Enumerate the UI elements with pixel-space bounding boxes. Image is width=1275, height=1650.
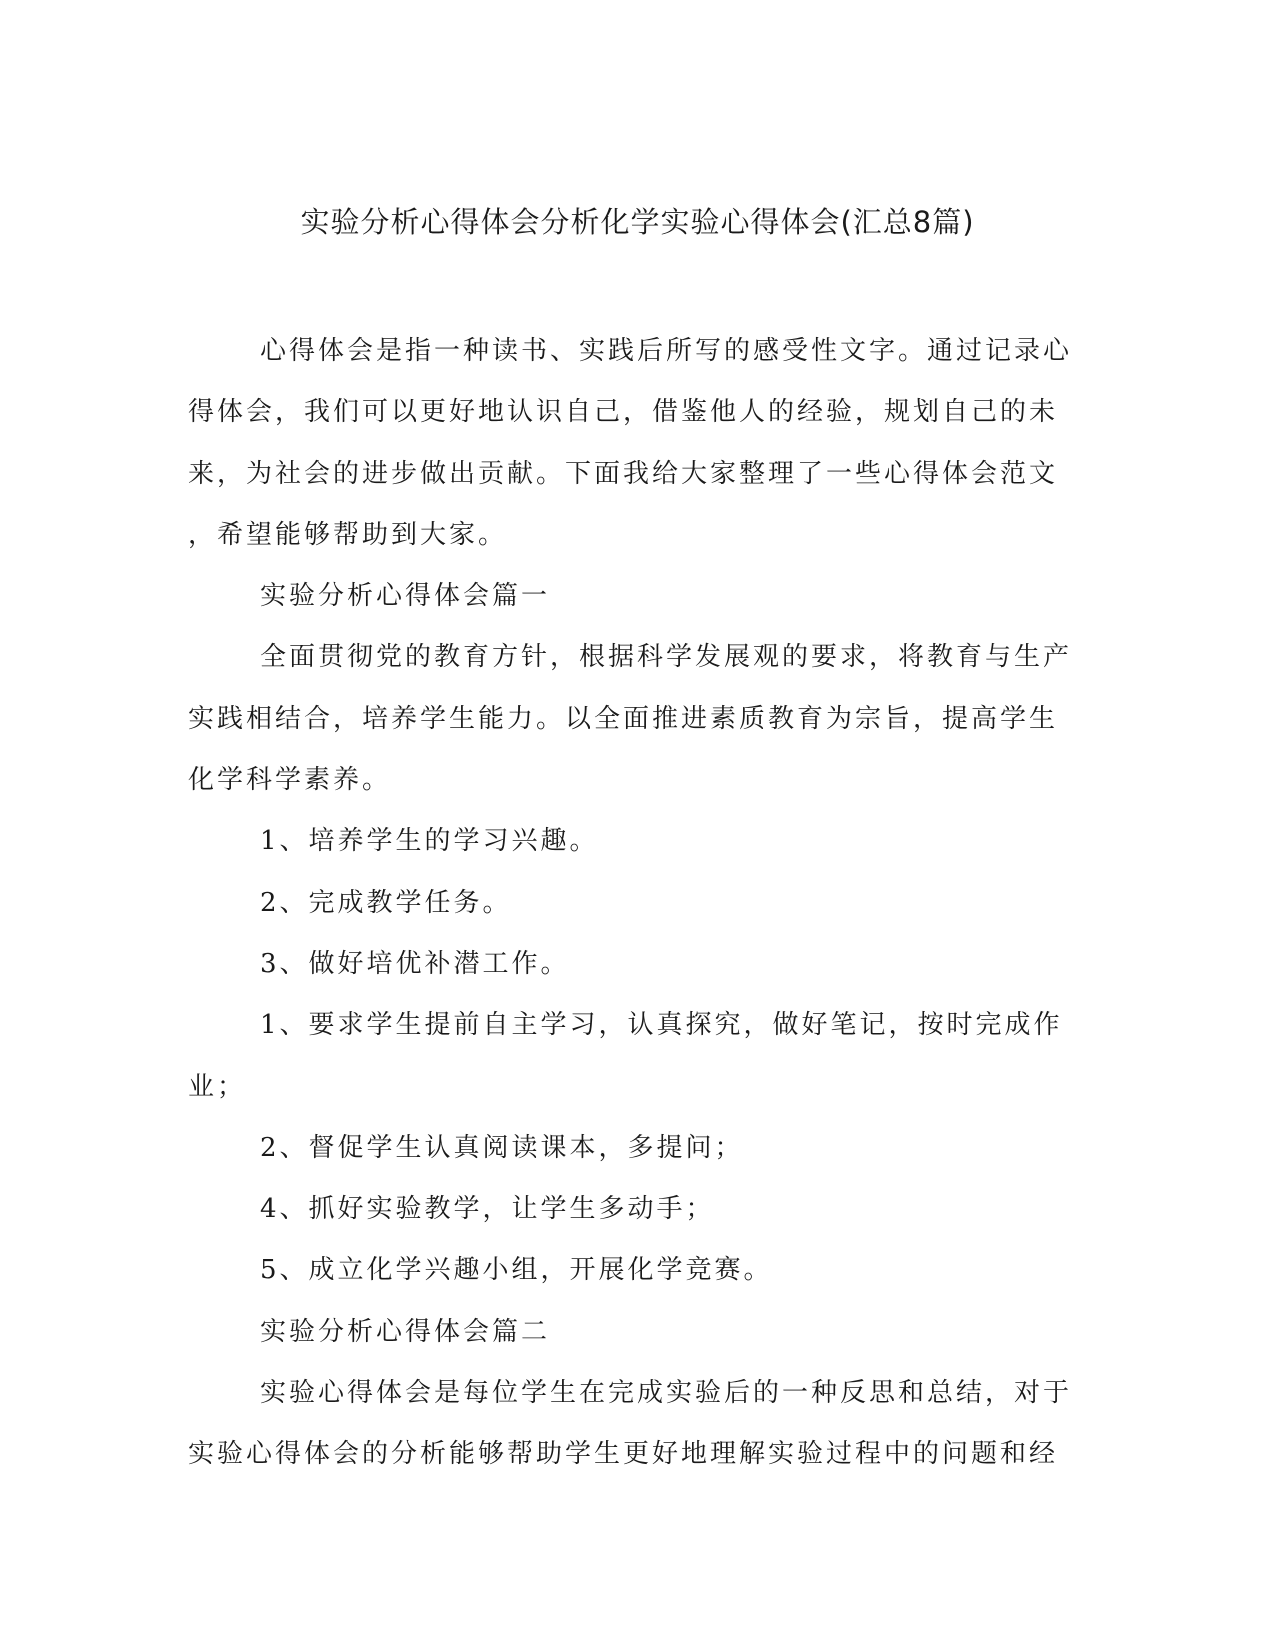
intro-line: 得体会，我们可以更好地认识自己，借鉴他人的经验，规划自己的未: [188, 397, 1059, 428]
list-item: 3、做好培优补潜工作。: [260, 948, 570, 979]
section-heading: 实验分析心得体会篇二: [260, 1316, 551, 1347]
document-title: 实验分析心得体会分析化学实验心得体会(汇总8篇): [300, 205, 975, 239]
paragraph-line: 化学科学素养。: [188, 765, 392, 796]
paragraph-line: 实践相结合，培养学生能力。以全面推进素质教育为宗旨，提高学生: [188, 703, 1059, 734]
intro-line: ，希望能够帮助到大家。: [188, 519, 508, 550]
document-body: [188, 321, 1073, 1486]
paragraph-line: 实验心得体会的分析能够帮助学生更好地理解实验过程中的问题和经: [188, 1439, 1059, 1470]
list-item-continuation: 业；: [188, 1071, 247, 1102]
intro-line: 心得体会是指一种读书、实践后所写的感受性文字。通过记录心: [260, 336, 1073, 366]
paragraph-line: 全面贯彻党的教育方针，根据科学发展观的要求，将教育与生产: [260, 642, 1073, 673]
section-heading: 实验分析心得体会篇一: [260, 581, 551, 612]
list-item: 2、督促学生认真阅读课本，多提问；: [260, 1132, 744, 1163]
paragraph-line: 实验心得体会是每位学生在完成实验后的一种反思和总结，对于: [260, 1378, 1073, 1409]
list-item: 1、要求学生提前自主学习，认真探究，做好笔记，按时完成作: [260, 1010, 1063, 1041]
list-item: 2、完成教学任务。: [260, 887, 512, 918]
intro-line: 来，为社会的进步做出贡献。下面我给大家整理了一些心得体会范文: [188, 458, 1059, 489]
list-item: 1、培养学生的学习兴趣。: [260, 826, 599, 857]
list-item: 5、成立化学兴趣小组，开展化学竞赛。: [260, 1255, 773, 1286]
list-item: 4、抓好实验教学，让学生多动手；: [260, 1194, 715, 1225]
